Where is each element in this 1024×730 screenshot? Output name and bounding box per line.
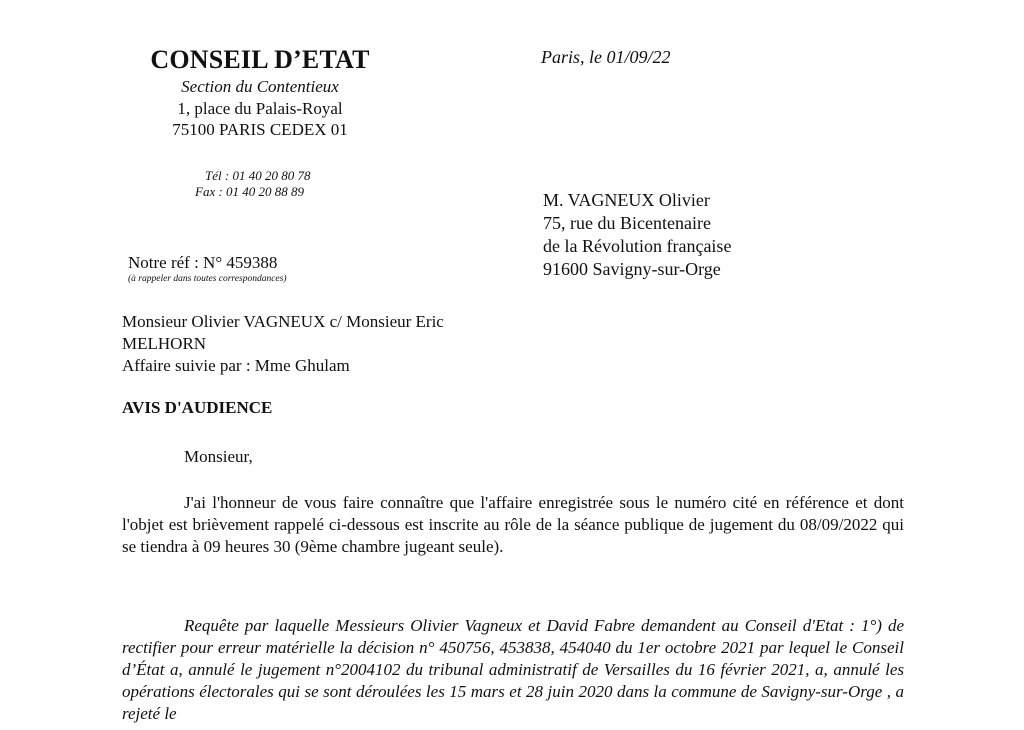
recipient-name: M. VAGNEUX Olivier [543,190,710,210]
sender-header [120,44,400,140]
recipient-address-line3: 91600 Savigny-sur-Orge [543,259,721,279]
salutation: Monsieur, [184,447,253,466]
org-address-line2: 75100 PARIS CEDEX 01 [172,120,348,139]
sender-tel: Tél : 01 40 20 80 78 [205,168,311,183]
letter-date: Paris, le 01/09/22 [541,47,671,67]
recipient-address-line2: de la Révolution française [543,236,732,256]
org-section: Section du Contentieux [181,77,339,96]
reference-note: (à rappeler dans toutes correspondances) [128,274,287,284]
body-paragraph-request-summary: Requête par laquelle Messieurs Olivier Vagneux et David Fabre demandent au Conseil d'Etat : 1°) de rectifier pour erreur matérielle la décision n° 450756, 453838, 454040 du 1er octobre 2021 par lequel le Conseil d’État a, annulé le jugement n°2004102 du tribunal administratif de Versailles du 16 février 2021, a, annulé les opérations électorales qui se sont déroulées les 15 mars et 28 juin 2020 dans la commune de Savigny-sur-Orge , a rejeté le [122,616,904,723]
sender-contact [195,168,310,200]
case-followed-by: Affaire suivie par : Mme Ghulam [122,356,350,375]
recipient-address-line1: 75, rue du Bicentenaire [543,213,711,233]
body-paragraph-hearing-notice: J'ai l'honneur de vous faire connaître que l'affaire enregistrée sous le numéro cité en référence et dont l'objet est brièvement rappelé ci-dessous est inscrite au rôle de la séance publique de jugement du 08/09/2022 qui se tiendra à 09 heures 30 (9ème chambre jugeant seule). [122,493,904,556]
recipient-address [543,189,731,281]
sender-fax: Fax : 01 40 20 88 89 [195,184,305,199]
reference-block [128,252,287,285]
org-address-line1: 1, place du Palais-Royal [177,99,343,118]
case-parties: Monsieur Olivier VAGNEUX c/ Monsieur Eric MELHORN [122,312,444,353]
org-name: CONSEIL D’ETAT [150,45,370,74]
case-info [122,311,522,377]
reference-number: Notre réf : N° 459388 [128,253,278,272]
document-title: AVIS D'AUDIENCE [122,398,273,417]
